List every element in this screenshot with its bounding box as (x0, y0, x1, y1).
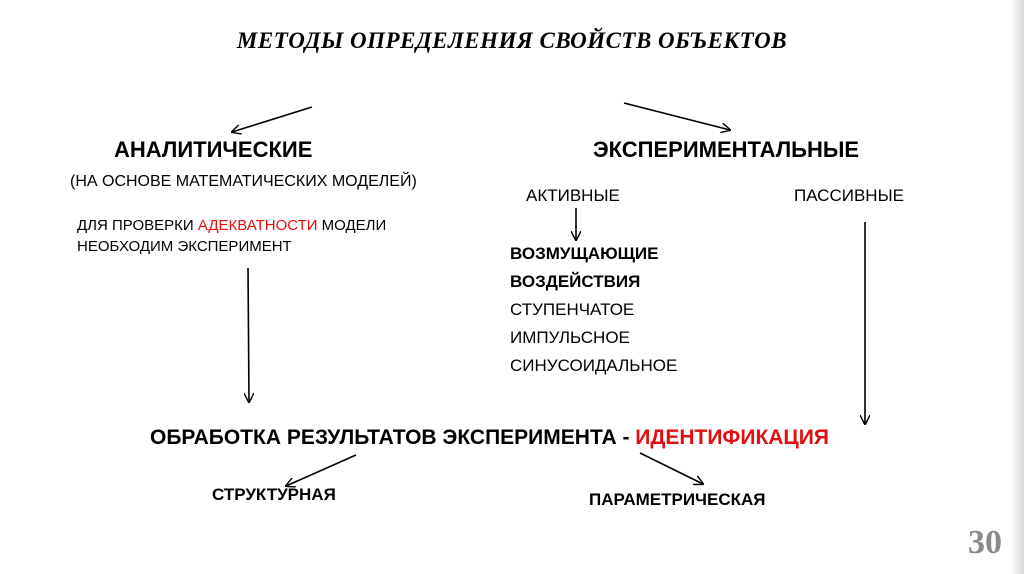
adequacy-note-line1 (77, 215, 386, 236)
arrow-to-analytic (232, 107, 312, 132)
slide-title: МЕТОДЫ ОПРЕДЕЛЕНИЯ СВОЙСТВ ОБЪЕКТОВ (236, 28, 788, 53)
parametric-label: ПАРАМЕТРИЧЕСКАЯ (589, 490, 766, 509)
adequacy-highlight: АДЕКВАТНОСТИ (197, 217, 318, 234)
influences-heading-line1: ВОЗМУЩАЮЩИЕ (510, 244, 659, 263)
influence-item: ИМПУЛЬСНОЕ (510, 328, 630, 347)
arrow-analytic-to-processing (248, 268, 249, 402)
processing-text: ОБРАБОТКА РЕЗУЛЬТАТОВ ЭКСПЕРИМЕНТА - (150, 426, 636, 449)
slide-number: 30 (968, 524, 1002, 561)
arrow-to-experimental (624, 103, 730, 130)
influences-heading-line2: ВОЗДЕЙСТВИЯ (510, 272, 641, 291)
identification-highlight: ИДЕНТИФИКАЦИЯ (635, 426, 829, 449)
analytic-heading: АНАЛИТИЧЕСКИЕ (114, 137, 313, 162)
note-text-after: МОДЕЛИ (317, 217, 387, 234)
adequacy-note (77, 215, 386, 257)
influence-item: СИНУСОИДАЛЬНОЕ (510, 356, 678, 375)
arrow-to-structural (286, 455, 356, 486)
note-text-before: ДЛЯ ПРОВЕРКИ (77, 217, 198, 234)
passive-label: ПАССИВНЫЕ (794, 186, 904, 205)
structural-label: СТРУКТУРНАЯ (212, 485, 336, 504)
arrow-to-parametric (640, 453, 703, 484)
active-label: АКТИВНЫЕ (526, 186, 620, 205)
processing-line (150, 426, 829, 450)
adequacy-note-line2: НЕОБХОДИМ ЭКСПЕРИМЕНТ (77, 238, 292, 255)
experimental-heading: ЭКСПЕРИМЕНТАЛЬНЫЕ (593, 137, 860, 162)
influences-list (510, 240, 677, 380)
influence-item: СТУПЕНЧАТОЕ (510, 300, 635, 319)
analytic-subtitle: (НА ОСНОВЕ МАТЕМАТИЧЕСКИХ МОДЕЛЕЙ) (70, 173, 417, 190)
